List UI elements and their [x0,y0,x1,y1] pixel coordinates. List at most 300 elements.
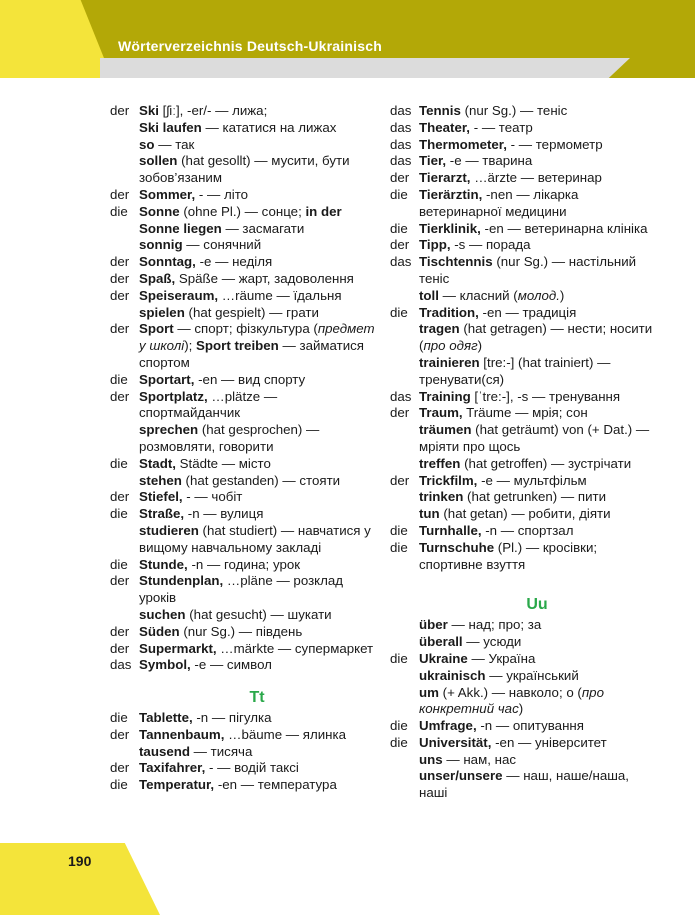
entry-article [390,768,419,802]
entry-definition [139,641,375,658]
entry-article: das [390,103,412,118]
entry-article: die [390,734,408,750]
dictionary-entry [110,744,375,761]
entry-definition [139,456,375,473]
translation-text: …märkte — супермаркет [216,640,374,656]
entry-definition [419,617,655,634]
translation-text: — тисяча [189,743,253,759]
translation-text: — класний ( [438,287,518,303]
entry-article: das [390,119,412,135]
entry-definition [419,489,655,506]
translation-text: -e — мультфільм [477,472,587,488]
headword: über [419,617,448,633]
entry-article [390,752,419,769]
entry-article: das [390,153,412,169]
entry-article [110,422,139,456]
entry-article: die [110,203,128,219]
headword: sonnig [139,237,183,253]
headword: unser/unsere [419,768,503,784]
entry-definition [139,557,375,574]
headword: Ski laufen [139,119,202,135]
entry-article: die [110,556,128,572]
entry-article: der [110,623,130,639]
dictionary-entry [390,668,655,685]
entry-article [110,523,139,557]
dictionary-entry [110,237,375,254]
entry-article: der [110,640,130,656]
translation-text: — займатися спортом [139,338,365,370]
entry-article [110,607,139,624]
translation-text: — усюди [462,634,522,650]
dictionary-entry [390,187,655,221]
entry-definition [139,288,375,305]
entry-definition [419,321,655,355]
translation-text: -n — опитування [476,718,584,734]
entry-definition [419,170,655,187]
translation-text: (hat geträumt) von (+ Dat.) — мріяти про щось [419,422,650,454]
entry-definition [139,727,375,744]
entry-article [390,321,419,355]
usage-note: про конкретний час [419,684,604,717]
entry-article: der [110,489,130,505]
translation-text: (hat gespielt) — грати [184,304,319,320]
entry-article: die [110,455,128,471]
headword: Supermarkt, [139,640,217,656]
entry-list-t-continued [390,103,655,573]
dictionary-entry [390,540,655,574]
headword: Sonntag, [139,254,196,270]
headword: Trickfilm, [419,472,478,488]
entry-definition [139,321,375,371]
headword: Tipp, [419,237,451,253]
entry-definition [139,153,375,187]
headword: Turnschuhe [419,539,495,555]
headword: Turnhalle, [419,522,482,538]
translation-text: (ohne Pl.) — сонце; [179,203,306,219]
translation-text: -n — пігулка [192,710,272,726]
dictionary-entry [390,405,655,422]
entry-definition [419,735,655,752]
translation-text: -en — вид спорту [194,371,306,387]
entry-article: die [390,522,408,538]
dictionary-entry [110,573,375,607]
dictionary-entry [390,321,655,355]
dictionary-entry [110,254,375,271]
headword: Sonne [139,203,180,219]
entry-article [110,120,139,137]
entry-definition [419,405,655,422]
entry-list-s [110,103,375,674]
entry-list-t [110,710,375,794]
translation-text: -en — університет [491,734,607,750]
dictionary-entry [390,651,655,668]
entry-definition [419,668,655,685]
entry-article: der [110,186,130,202]
headword: trainieren [419,354,480,370]
dictionary-entry [390,237,655,254]
entry-article: die [110,371,128,387]
dictionary-entry [390,634,655,651]
translation-text: -n — вулиця [184,506,264,522]
headword: Tischtennis [419,254,493,270]
entry-article: die [390,718,408,734]
headword: Stundenplan, [139,573,224,589]
headword: um [419,684,439,700]
dictionary-entry [110,607,375,624]
entry-article [390,668,419,685]
entry-article: der [110,270,130,286]
dictionary-entry [390,103,655,120]
dictionary-entry [390,506,655,523]
entry-article: der [110,287,130,303]
translation-text: [ʃiː], -er/- — лижа; [158,103,268,118]
entry-definition [419,254,655,288]
headword: Spaß, [139,270,176,286]
page-number: 190 [68,853,92,869]
entry-definition [139,760,375,777]
dictionary-entry [110,153,375,187]
headword: stehen [139,472,182,488]
entry-article: die [390,220,408,236]
dictionary-entry [110,456,375,473]
entry-definition [419,506,655,523]
header-strip [100,58,630,78]
translation-text: (nur Sg.) — настільний теніс [419,254,637,286]
headword: Sommer, [139,186,196,202]
headword: Tennis [419,103,461,118]
entry-definition [139,489,375,506]
headword: Ukraine [419,650,468,666]
headword: Training [419,388,471,404]
entry-definition [419,103,655,120]
translation-text: (hat gesollt) — мусити, бути зобов’язаним [139,153,350,186]
translation-text: -n — спортзал [481,522,574,538]
dictionary-entry [390,735,655,752]
translation-text: — наш, наше/наша, наші [419,768,629,801]
dictionary-entry [110,137,375,154]
dictionary-entry [110,777,375,794]
dictionary-entry [110,288,375,305]
entry-article: der [110,321,130,337]
entry-definition [419,634,655,651]
entry-definition [419,651,655,668]
headword: Umfrage, [419,718,477,734]
dictionary-entry [390,221,655,238]
translation-text: -nen — лікарка ветеринарної медицини [419,186,579,219]
dictionary-entry [110,187,375,204]
headword: Symbol, [139,657,191,673]
dictionary-entry [110,727,375,744]
dictionary-column-right [390,103,655,802]
entry-definition [419,752,655,769]
entry-definition [139,473,375,490]
dictionary-entry [110,489,375,506]
headword: Sport [139,321,174,337]
entry-article [110,237,139,254]
translation-text: (hat studiert) — навчатися у вищому навчальному закладі [139,522,371,555]
entry-article: der [110,726,130,742]
headword: Tier, [419,153,447,169]
dictionary-entry [390,389,655,406]
entry-definition [139,624,375,641]
headword: ukrainisch [419,667,486,683]
entry-article: das [390,136,412,152]
entry-article: der [390,170,410,186]
usage-note: про одяг [423,338,478,354]
entry-article: das [390,388,412,404]
translation-text: — так [154,136,195,152]
entry-definition [139,523,375,557]
entry-definition [139,237,375,254]
letter-heading-t: Tt [249,689,265,707]
entry-definition [419,523,655,540]
translation-text: -s — порада [450,237,531,253]
translation-text: — над; про; за [447,617,542,633]
translation-text: — сонячний [182,237,262,253]
headword: Universität, [419,734,492,750]
headword: Tannenbaum, [139,726,225,742]
headword: Theater, [419,119,470,135]
dictionary-entry [110,389,375,423]
dictionary-entry [390,254,655,288]
translation-text: (hat gesucht) — шукати [185,606,332,622]
translation-text: (nur Sg.) — теніс [460,103,568,118]
dictionary-entry [390,153,655,170]
translation-text: (hat gesprochen) — розмовляти, говорити [139,422,320,454]
translation-text: (nur Sg.) — південь [179,623,303,639]
dictionary-entry [390,617,655,634]
headword: Straße, [139,506,185,522]
entry-article: die [390,304,408,320]
entry-article: die [390,186,408,202]
headword: Sport treiben [196,338,279,354]
dictionary-entry [390,355,655,389]
dictionary-entry [110,372,375,389]
entry-article [110,305,139,322]
entry-definition [139,607,375,624]
headword: Temperatur, [139,777,215,793]
entry-definition [139,744,375,761]
entry-definition [139,254,375,271]
headword: tragen [419,321,460,337]
dictionary-entry [390,137,655,154]
dictionary-entry [110,557,375,574]
translation-text: ) [559,287,565,303]
translation-text: — Україна [467,650,536,666]
translation-text: -e — тварина [446,153,533,169]
entry-article: der [110,254,130,270]
translation-text: - — водій таксі [205,760,299,776]
entry-article: der [390,405,410,421]
entry-article [110,153,139,187]
entry-article [110,744,139,761]
translation-text: ) [518,701,524,717]
dictionary-entry [110,523,375,557]
entry-definition [139,777,375,794]
entry-article: die [390,539,408,555]
entry-definition [139,187,375,204]
entry-list-u [390,617,655,802]
entry-article: der [110,103,130,118]
entry-article: das [390,254,412,270]
entry-definition [139,204,375,238]
dictionary-entry [390,170,655,187]
headword: Ski [139,103,159,118]
dictionary-entry [110,641,375,658]
entry-article: die [110,506,128,522]
headword: studieren [139,522,199,538]
entry-definition [419,237,655,254]
dictionary-entry [390,768,655,802]
entry-article [110,473,139,490]
dictionary-column-left [110,103,375,794]
translation-text: (hat getroffen) — зустрічати [460,455,632,471]
entry-definition [139,506,375,523]
translation-text: -en — температура [214,777,337,793]
headword: treffen [419,455,461,471]
headword: Tierärztin, [419,186,483,202]
translation-text: — кататися на лижах [201,119,337,135]
dictionary-entry [110,103,375,120]
entry-definition [419,137,655,154]
letter-heading-u: Uu [526,596,548,614]
entry-definition [139,372,375,389]
entry-article [390,489,419,506]
headword: Stiefel, [139,489,183,505]
translation-text: …plätze — спортмайданчик [139,388,278,421]
translation-text: Träume — мрія; сон [462,405,588,421]
entry-definition [139,389,375,423]
headword: Traum, [419,405,463,421]
entry-definition [419,456,655,473]
headword: Tierarzt, [419,170,471,186]
translation-text: -e — неділя [195,254,273,270]
usage-note: молод. [517,287,560,303]
translation-text: …bäume — ялинка [224,726,347,742]
entry-definition [419,718,655,735]
translation-text: …räume — їдальня [218,287,342,303]
translation-text: - — літо [195,186,249,202]
entry-article [390,422,419,456]
dictionary-entry [110,473,375,490]
headword: in der Sonne liegen [139,203,342,236]
entry-definition [419,768,655,802]
entry-article: die [110,777,128,793]
headword: Speiseraum, [139,287,219,303]
entry-article: der [390,472,410,488]
entry-definition [139,422,375,456]
headword: so [139,136,155,152]
translation-text: …pläne — розклад уроків [139,573,344,606]
translation-text: - — термометр [506,136,603,152]
dictionary-entry [390,718,655,735]
entry-article: die [110,710,128,726]
translation-text: ); [184,338,197,354]
headword: trinken [419,489,464,505]
headword: toll [419,287,439,303]
dictionary-entry [390,456,655,473]
entry-article: der [110,388,130,404]
entry-definition [419,389,655,406]
entry-article: das [110,657,132,673]
dictionary-entry [390,685,655,719]
dictionary-entry [390,288,655,305]
entry-definition [139,103,375,120]
translation-text: — нам, нас [442,751,516,767]
headword: Stadt, [139,455,176,471]
headword: Sportart, [139,371,195,387]
translation-text: — спорт; фізкультура ( [173,321,318,337]
translation-text: (hat gestanden) — стояти [181,472,341,488]
entry-definition [139,120,375,137]
entry-definition [139,305,375,322]
translation-text: — засмагати [221,220,305,236]
translation-text: - — чобіт [182,489,243,505]
translation-text: [tre:-] (hat trainiert) — тренувати(ся) [419,354,611,387]
headword: suchen [139,606,186,622]
translation-text: Städte — місто [175,455,271,471]
entry-article [110,137,139,154]
dictionary-entry [110,321,375,371]
headword: tun [419,506,440,522]
headword: Stunde, [139,556,188,572]
entry-definition [419,288,655,305]
dictionary-entry [390,473,655,490]
headword: uns [419,751,443,767]
dictionary-entry [390,489,655,506]
headword: tausend [139,743,190,759]
translation-text: - — театр [470,119,533,135]
dictionary-entry [110,624,375,641]
headword: Süden [139,623,180,639]
entry-definition [139,657,375,674]
entry-definition [419,221,655,238]
entry-article: die [390,650,408,666]
translation-text: -en — традиція [478,304,577,320]
dictionary-entry [110,305,375,322]
translation-text: …ärzte — ветеринар [470,170,602,186]
usage-note: предмет у школі [139,321,375,354]
entry-definition [419,422,655,456]
page-title: Wörterverzeichnis Deutsch-Ukrainisch [118,38,382,54]
headword: Taxifahrer, [139,760,206,776]
dictionary-entry [110,120,375,137]
headword: Tradition, [419,304,479,320]
entry-article: der [110,573,130,589]
headword: Tablette, [139,710,193,726]
entry-definition [419,153,655,170]
entry-definition [139,710,375,727]
dictionary-entry [110,271,375,288]
entry-definition [419,685,655,719]
headword: Thermometer, [419,136,507,152]
entry-article [390,685,419,719]
dictionary-entry [110,204,375,238]
translation-text: ) [477,338,483,354]
dictionary-entry [110,657,375,674]
entry-definition [419,187,655,221]
entry-definition [419,305,655,322]
headword: Sportplatz, [139,388,208,404]
dictionary-entry [390,305,655,322]
translation-text: (Pl.) — кросівки; спортивне взуття [419,539,598,572]
entry-definition [419,355,655,389]
dictionary-entry [390,752,655,769]
translation-text: -en — ветеринарна клініка [480,220,648,236]
entry-article [390,288,419,305]
translation-text: Späße — жарт, задоволення [175,270,354,286]
dictionary-entry [110,760,375,777]
